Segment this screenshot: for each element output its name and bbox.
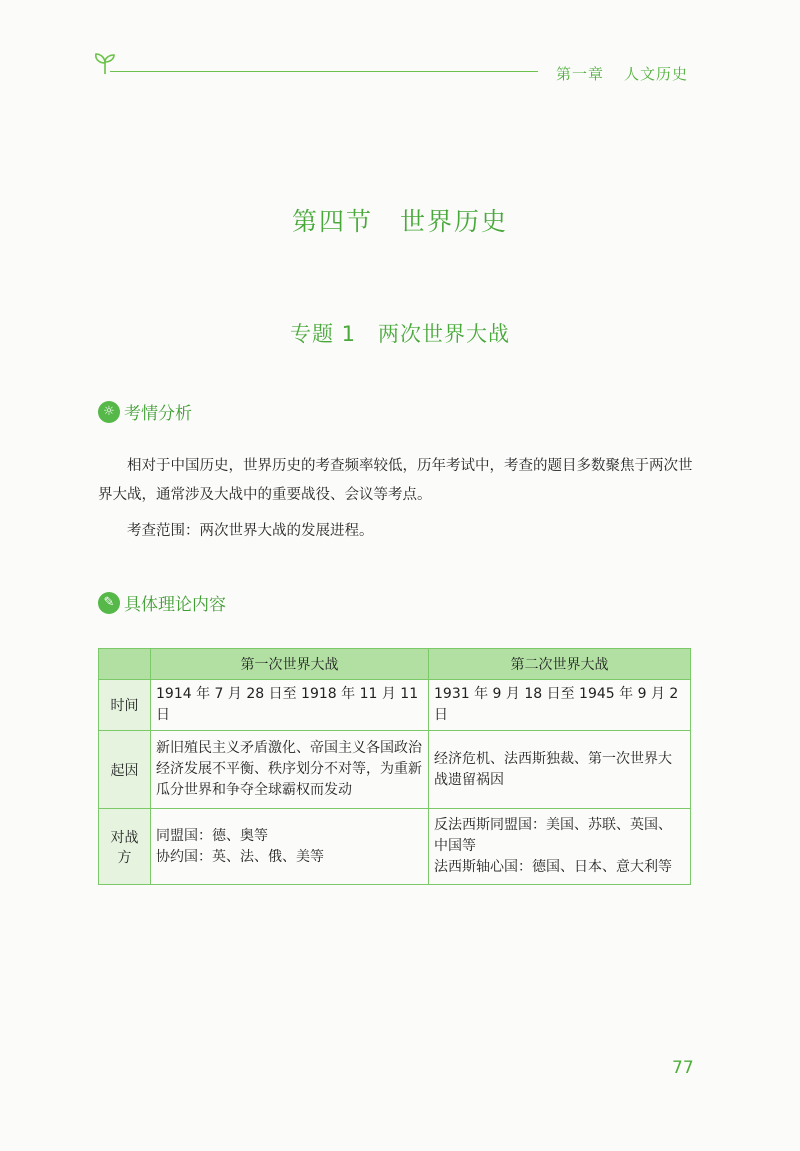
cell-ww2-time: 1931 年 9 月 18 日至 1945 年 9 月 2 日 xyxy=(429,680,691,731)
theory-heading xyxy=(98,590,226,615)
table-row xyxy=(99,809,691,885)
chapter-title: 人文历史 xyxy=(624,65,689,83)
ww2-side-axis: 法西斯轴心国：德国、日本、意大利等 xyxy=(434,859,672,875)
row-label: 对战方 xyxy=(99,809,151,885)
section-title: 第四节 世界历史 xyxy=(291,207,508,236)
analysis-heading xyxy=(98,399,192,424)
sprout-icon xyxy=(92,50,118,76)
cell-ww1-sides xyxy=(151,809,429,885)
analysis-paragraph-2: 考查范围：两次世界大战的发展进程。 xyxy=(127,523,374,539)
cell-ww2-sides xyxy=(429,809,691,885)
page-number: 77 xyxy=(672,1058,694,1078)
table-header-corner xyxy=(99,649,151,680)
ww1-side-central: 同盟国：德、奥等 xyxy=(156,827,268,844)
analysis-heading-text: 考情分析 xyxy=(124,404,192,424)
theory-heading-text: 具体理论内容 xyxy=(124,595,226,615)
header-divider xyxy=(110,71,538,72)
analysis-paragraph-1: 相对于中国历史，世界历史的考查频率较低，历年考试中，考查的题目多数聚焦于两次世界大战，通常涉及大战中的重要战役、会议等考点。 xyxy=(98,458,693,503)
world-wars-table xyxy=(98,648,691,885)
table-row xyxy=(99,680,691,731)
table-header-row xyxy=(99,649,691,680)
table-row xyxy=(99,731,691,809)
row-label: 时间 xyxy=(99,680,151,731)
cell-ww1-time: 1914 年 7 月 28 日至 1918 年 11 月 11 日 xyxy=(151,680,429,731)
ww1-side-entente: 协约国：英、法、俄、美等 xyxy=(156,848,324,865)
cell-ww1-cause: 新旧殖民主义矛盾激化、帝国主义各国政治经济发展不平衡、秩序划分不对等，为重新瓜分世界和争夺全球霸权而发动 xyxy=(151,731,429,809)
pen-icon: ✎ xyxy=(98,592,120,614)
table-header-ww2: 第二次世界大战 xyxy=(429,649,691,680)
running-header xyxy=(556,63,688,84)
topic-title: 专题 1 两次世界大战 xyxy=(289,322,511,346)
chapter-number: 第一章 xyxy=(556,65,605,83)
cell-ww2-cause: 经济危机、法西斯独裁、第一次世界大战遗留祸因 xyxy=(429,731,691,809)
sun-icon: ☼ xyxy=(98,401,120,423)
table-header-ww1: 第一次世界大战 xyxy=(151,649,429,680)
row-label: 起因 xyxy=(99,731,151,809)
ww2-side-allies: 反法西斯同盟国：美国、苏联、英国、中国等 xyxy=(434,817,672,854)
